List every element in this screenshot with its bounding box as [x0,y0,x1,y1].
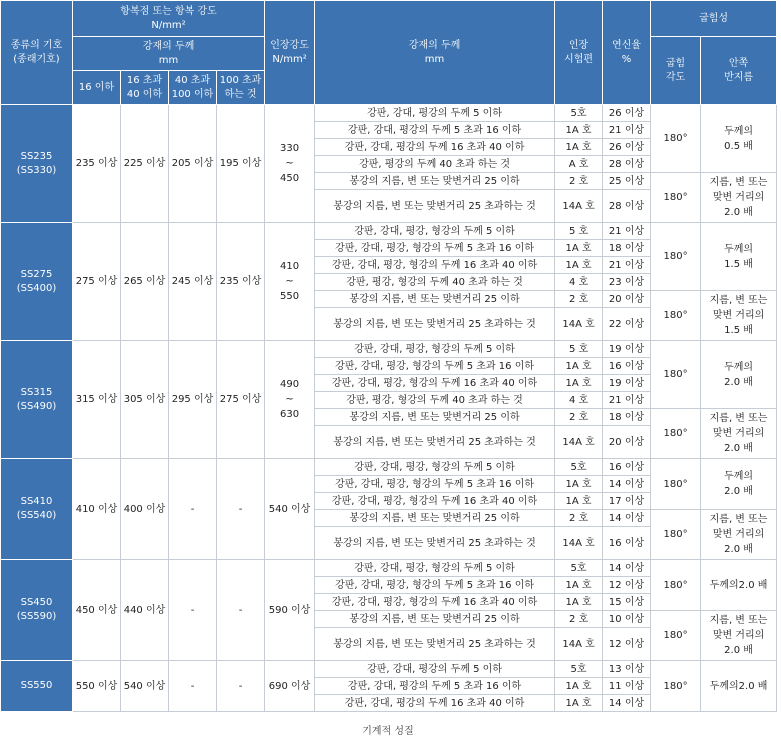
thickness-description: 강판, 평강의 두께 40 초과 하는 것 [315,156,555,173]
bend-angle: 180° [651,409,701,459]
inner-radius: 두께의 2.0 배 [701,459,777,510]
thickness-description: 봉강의 지름, 변 또는 맞변거리 25 초과하는 것 [315,190,555,223]
grade-header: 종류의 기호 (종래기호) [1,1,73,105]
thickness-description: 강판, 강대, 평강의 두께 16 초과 40 이하 [315,139,555,156]
yield-value: 305 이상 [121,341,169,459]
elongation-value: 13 이상 [603,661,651,678]
elongation-value: 14 이상 [603,476,651,493]
specimen-no: 1A 호 [555,493,603,510]
grade-code: SS450 (SS590) [1,560,73,661]
specimen-no: 1A 호 [555,594,603,611]
elongation-value: 21 이상 [603,122,651,139]
thickness-description: 강판, 강대, 평강, 형강의 두께 16 초과 40 이하 [315,594,555,611]
thickness-col-4: 100 초과 하는 것 [217,71,265,105]
thickness-description: 강판, 강대, 평강, 형강의 두께 5 초과 16 이하 [315,358,555,375]
elongation-value: 10 이상 [603,611,651,628]
yield-value: 235 이상 [73,105,121,223]
thickness-description: 봉강의 지름, 변 또는 맞변거리 25 이하 [315,291,555,308]
yield-value: 450 이상 [73,560,121,661]
specimen-no: 1A 호 [555,240,603,257]
elongation-value: 21 이상 [603,223,651,240]
elongation-value: 16 이상 [603,527,651,560]
thickness-description: 강판, 강대, 평강, 형강의 두께 16 초과 40 이하 [315,493,555,510]
yield-value: 295 이상 [169,341,217,459]
bend-angle: 180° [651,459,701,510]
elongation-value: 22 이상 [603,308,651,341]
specimen-no: 1A 호 [555,577,603,594]
elongation-value: 17 이상 [603,493,651,510]
table-row [1,661,777,678]
elongation-value: 18 이상 [603,409,651,426]
yield-value: 400 이상 [121,459,169,560]
elongation-value: 14 이상 [603,510,651,527]
yield-value: 205 이상 [169,105,217,223]
specimen-no: 14A 호 [555,426,603,459]
yield-value: 275 이상 [73,223,121,341]
yield-value: - [169,560,217,661]
yield-strength-header: 항복점 또는 항복 강도 N/mm² [73,1,265,37]
thickness-col-2: 16 초과 40 이하 [121,71,169,105]
tensile-strength: 330 ~ 450 [265,105,315,223]
thickness-description: 봉강의 지름, 변 또는 맞변거리 25 이하 [315,173,555,190]
yield-value: - [217,661,265,712]
table-row [1,105,777,122]
bend-angle: 180° [651,661,701,712]
specimen-no: 4 호 [555,274,603,291]
thickness-description: 봉강의 지름, 변 또는 맞변거리 25 이하 [315,611,555,628]
yield-value: - [169,459,217,560]
thickness-description: 강판, 강대, 평강의 두께 5 이하 [315,105,555,122]
thickness-col-1: 16 이하 [73,71,121,105]
specimen-no: 5호 [555,560,603,577]
specimen-no: 2 호 [555,611,603,628]
elongation-value: 11 이상 [603,678,651,695]
tensile-strength: 590 이상 [265,560,315,661]
specimen-no: 5 호 [555,341,603,358]
table-row [1,341,777,358]
specimen-no: 1A 호 [555,122,603,139]
yield-value: 550 이상 [73,661,121,712]
specimen-no: 2 호 [555,173,603,190]
specimen-no: 1A 호 [555,375,603,392]
elongation-value: 14 이상 [603,695,651,712]
thickness-description: 강판, 강대, 평강, 형강의 두께 5 이하 [315,459,555,476]
elongation-value: 12 이상 [603,577,651,594]
steel-thickness-header: 강재의 두께 mm [315,1,555,105]
elongation-value: 23 이상 [603,274,651,291]
test-specimen-header: 인장 시험편 [555,1,603,105]
elongation-value: 28 이상 [603,156,651,173]
thickness-description: 강판, 강대, 평강의 두께 5 이하 [315,661,555,678]
specimen-no: 1A 호 [555,257,603,274]
elongation-value: 15 이상 [603,594,651,611]
table-body [1,105,777,712]
elongation-value: 21 이상 [603,392,651,409]
thickness-description: 강판, 강대, 평강, 형강의 두께 5 이하 [315,223,555,240]
specimen-no: 14A 호 [555,308,603,341]
tensile-strength-header: 인장강도 N/mm² [265,1,315,105]
thickness-description: 봉강의 지름, 변 또는 맞변거리 25 초과하는 것 [315,426,555,459]
elongation-value: 28 이상 [603,190,651,223]
yield-value: 410 이상 [73,459,121,560]
bend-angle-header: 굽힘 각도 [651,37,701,105]
thickness-description: 강판, 강대, 평강, 형강의 두께 5 초과 16 이하 [315,240,555,257]
specimen-no: 1A 호 [555,139,603,156]
specimen-no: 1A 호 [555,678,603,695]
inner-radius: 두께의2.0 배 [701,661,777,712]
elongation-header: 연신율 % [603,1,651,105]
thickness-description: 강판, 평강, 형강의 두께 40 초과 하는 것 [315,392,555,409]
yield-value: - [169,661,217,712]
specimen-no: 2 호 [555,510,603,527]
inner-radius-header: 안쪽 반지름 [701,37,777,105]
grade-code: SS550 [1,661,73,712]
bend-angle: 180° [651,510,701,560]
specimen-no: 14A 호 [555,527,603,560]
specimen-no: 2 호 [555,409,603,426]
specimen-no: A 호 [555,156,603,173]
thickness-description: 봉강의 지름, 변 또는 맞변거리 25 초과하는 것 [315,628,555,661]
thickness-description: 강판, 강대, 평강, 형강의 두께 5 초과 16 이하 [315,577,555,594]
elongation-value: 25 이상 [603,173,651,190]
bend-angle: 180° [651,105,701,173]
elongation-value: 19 이상 [603,341,651,358]
tensile-strength: 410 ~ 550 [265,223,315,341]
yield-value: 440 이상 [121,560,169,661]
specimen-no: 14A 호 [555,628,603,661]
tensile-strength: 490 ~ 630 [265,341,315,459]
elongation-value: 26 이상 [603,105,651,122]
thickness-description: 강판, 평강, 형강의 두께 40 초과 하는 것 [315,274,555,291]
specimen-no: 1A 호 [555,358,603,375]
grade-code: SS275 (SS400) [1,223,73,341]
bend-angle: 180° [651,291,701,341]
yield-value: 195 이상 [217,105,265,223]
elongation-value: 16 이상 [603,459,651,476]
tensile-strength: 690 이상 [265,661,315,712]
yield-value: 315 이상 [73,341,121,459]
yield-value: 245 이상 [169,223,217,341]
thickness-description: 강판, 강대, 평강, 형강의 두께 5 이하 [315,341,555,358]
inner-radius: 지름, 변 또는 맞변 거리의 2.0 배 [701,409,777,459]
yield-value: 265 이상 [121,223,169,341]
thickness-description: 강판, 강대, 평강, 형강의 두께 5 초과 16 이하 [315,476,555,493]
elongation-value: 20 이상 [603,426,651,459]
thickness-description: 강판, 강대, 평강, 형강의 두께 5 이하 [315,560,555,577]
yield-value: - [217,459,265,560]
thickness-description: 봉강의 지름, 변 또는 맞변거리 25 초과하는 것 [315,308,555,341]
specimen-no: 1A 호 [555,695,603,712]
specimen-no: 5호 [555,661,603,678]
bend-angle: 180° [651,173,701,223]
bend-angle: 180° [651,341,701,409]
inner-radius: 지름, 변 또는 맞변 거리의 2.0 배 [701,510,777,560]
inner-radius: 지름, 변 또는 맞변 거리의 2.0 배 [701,173,777,223]
table-caption: 기계적 성질 [362,726,414,737]
specimen-no: 1A 호 [555,476,603,493]
inner-radius: 지름, 변 또는 맞변 거리의 2.0 배 [701,611,777,661]
yield-value: 235 이상 [217,223,265,341]
specimen-no: 2 호 [555,291,603,308]
inner-radius: 두께의 0.5 배 [701,105,777,173]
thickness-description: 강판, 강대, 평강의 두께 5 초과 16 이하 [315,678,555,695]
yield-value: 275 이상 [217,341,265,459]
table-row [1,459,777,476]
table-row [1,223,777,240]
inner-radius: 지름, 변 또는 맞변 거리의 1.5 배 [701,291,777,341]
elongation-value: 20 이상 [603,291,651,308]
elongation-value: 26 이상 [603,139,651,156]
elongation-value: 16 이상 [603,358,651,375]
yield-value: - [217,560,265,661]
thickness-description: 봉강의 지름, 변 또는 맞변거리 25 이하 [315,510,555,527]
specimen-no: 4 호 [555,392,603,409]
thickness-description: 봉강의 지름, 변 또는 맞변거리 25 이하 [315,409,555,426]
thickness-description: 봉강의 지름, 변 또는 맞변거리 25 초과하는 것 [315,527,555,560]
elongation-value: 19 이상 [603,375,651,392]
specimen-no: 5 호 [555,223,603,240]
grade-code: SS235 (SS330) [1,105,73,223]
yield-value: 225 이상 [121,105,169,223]
elongation-value: 14 이상 [603,560,651,577]
tensile-strength: 540 이상 [265,459,315,560]
specimen-no: 14A 호 [555,190,603,223]
inner-radius: 두께의2.0 배 [701,560,777,611]
thickness-description: 강판, 강대, 평강의 두께 5 초과 16 이하 [315,122,555,139]
elongation-value: 12 이상 [603,628,651,661]
inner-radius: 두께의 1.5 배 [701,223,777,291]
bend-angle: 180° [651,560,701,611]
thickness-subheader: 강재의 두께 mm [73,37,265,71]
bendability-header: 굽힘성 [651,1,777,37]
bend-angle: 180° [651,611,701,661]
thickness-col-3: 40 초과 100 이하 [169,71,217,105]
bend-angle: 180° [651,223,701,291]
thickness-description: 강판, 강대, 평강의 두께 16 초과 40 이하 [315,695,555,712]
specimen-no: 5호 [555,105,603,122]
thickness-description: 강판, 강대, 평강, 형강의 두께 16 초과 40 이하 [315,375,555,392]
yield-value: 540 이상 [121,661,169,712]
grade-code: SS315 (SS490) [1,341,73,459]
thickness-description: 강판, 강대, 평강, 형강의 두께 16 초과 40 이하 [315,257,555,274]
specimen-no: 5호 [555,459,603,476]
table-row [1,560,777,577]
elongation-value: 21 이상 [603,257,651,274]
grade-code: SS410 (SS540) [1,459,73,560]
elongation-value: 18 이상 [603,240,651,257]
inner-radius: 두께의 2.0 배 [701,341,777,409]
